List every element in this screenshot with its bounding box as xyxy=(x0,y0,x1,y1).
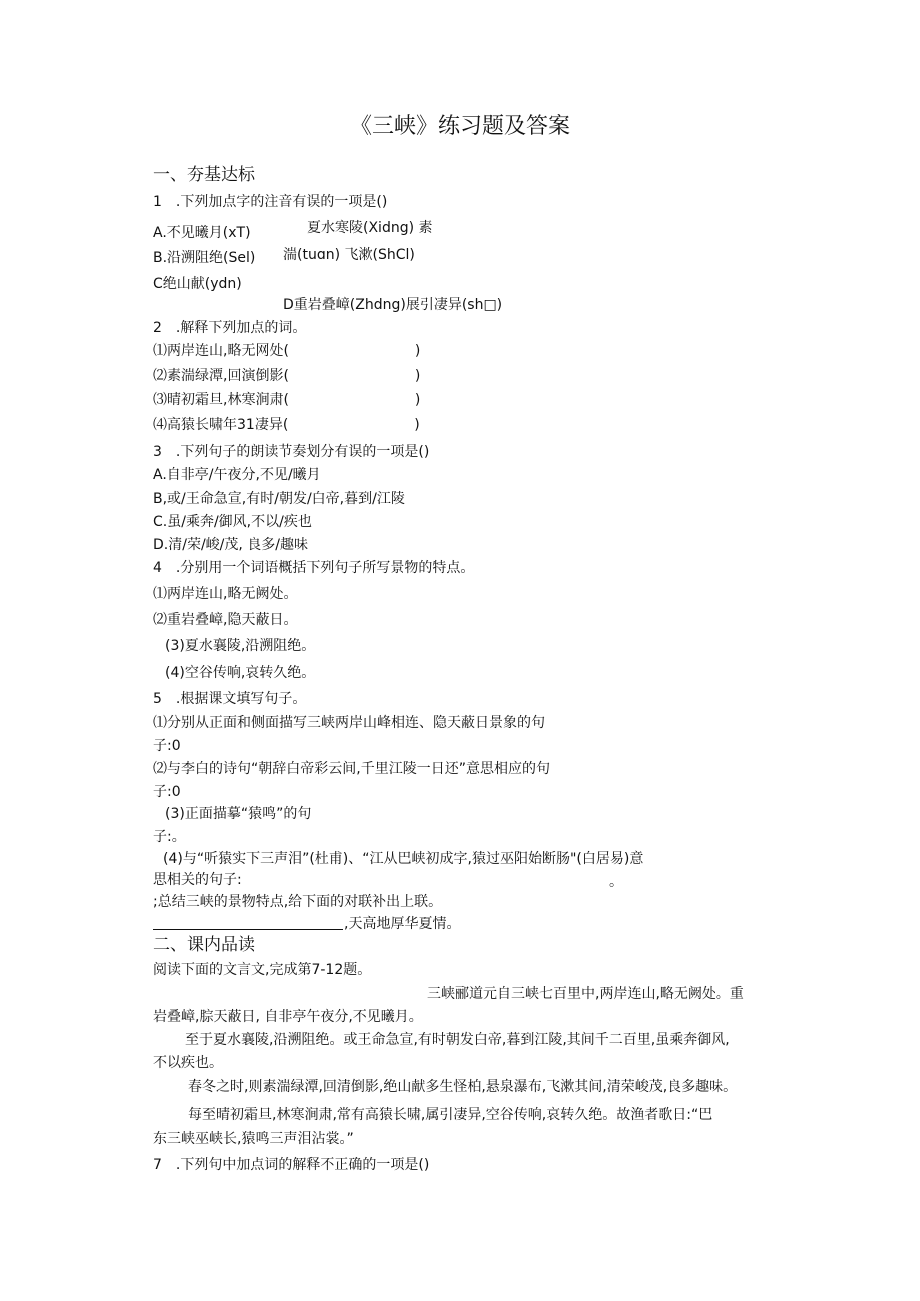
passage-line: 春冬之时,则素湍绿潭,回清倒影,绝山献多生怪柏,悬泉瀑布,飞漱其间,清荣峻茂,良多趣味。 xyxy=(188,1079,738,1095)
question-5-stem: 5 .根据课文填写句子。 xyxy=(153,691,307,707)
question-3-option: C.虽/乘奔/御风,不以/疾也 xyxy=(153,514,312,530)
section-heading-basic: 一、夯基达标 xyxy=(153,165,255,185)
passage-line: 不以疾也。 xyxy=(153,1055,223,1071)
question-4-item: (3)夏水襄陵,沿溯阻绝。 xyxy=(165,638,316,654)
question-5-sub-3: (3)正面描摹“猿鸣”的句 xyxy=(165,806,312,822)
passage-line: 岩叠嶂,腙天蔽日, 自非亭午夜分,不见曦月。 xyxy=(153,1009,423,1025)
question-1-option-b: B.沿溯阻绝(Sel) xyxy=(153,250,256,266)
question-2-stem: 2 .解释下列加点的词。 xyxy=(153,320,307,336)
section-heading-reading: 二、课内品读 xyxy=(153,935,255,955)
question-2-item: ⑷高猿长啸年31凄异( ) xyxy=(153,417,420,433)
passage-line: 三峡郦道元自三峡七百里中,两岸连山,略无阙处。重 xyxy=(427,986,744,1002)
question-5-sub-2-blank: 子:0 xyxy=(153,784,181,800)
answer-blank-line xyxy=(153,929,343,930)
question-5-sub-4-blank: 思相关的句子: xyxy=(153,872,242,888)
question-4-item: ⑴两岸连山,略无阙处。 xyxy=(153,586,298,602)
question-1-option-a-continued: 夏水寒陵(Xidng) 素 xyxy=(307,220,433,236)
question-1-option-d: D重岩叠嶂(Zhdng)展引凄异(sh□) xyxy=(283,297,503,313)
question-5-sub-2: ⑵与李白的诗句“朝辞白帝彩云间,千里江陵一日还”意思相应的句 xyxy=(153,761,550,777)
question-4-item: ⑵重岩叠嶂,隐天蔽日。 xyxy=(153,612,298,628)
question-4-stem: 4 .分别用一个词语概括下列句子所写景物的特点。 xyxy=(153,560,475,576)
question-7-stem: 7 .下列句中加点词的解释不正确的一项是() xyxy=(153,1157,430,1173)
question-2-item: ⑶晴初霜旦,林寒涧肃( ) xyxy=(153,392,421,408)
question-3-option: A.自非亭/午夜分,不见/曦月 xyxy=(153,467,321,483)
question-5-sub-1-blank: 子:0 xyxy=(153,738,181,754)
reading-intro: 阅读下面的文言文,完成第7-12题。 xyxy=(153,962,372,978)
page-title: 《三峡》练习题及答案 xyxy=(349,114,570,139)
question-2-item: ⑵素湍绿潭,回演倒影( ) xyxy=(153,368,421,384)
question-1-option-a: A.不见曦月(xT) xyxy=(153,225,251,241)
question-1-stem: 1 .下列加点字的注音有误的一项是() xyxy=(153,194,388,210)
passage-line: 至于夏水襄陵,沿溯阻绝。或王命急宣,有时朝发白帝,暮到江陵,其间千二百里,虽乘奔御风, xyxy=(185,1032,730,1048)
question-3-option: D.清/荣/峻/茂, 良多/趣味 xyxy=(153,537,308,553)
passage-line: 每至晴初霜旦,林寒涧肃,常有高猿长啸,属引凄异,空谷传响,哀转久绝。故渔者歌日:“巴 xyxy=(188,1107,713,1123)
question-4-item: (4)空谷传响,哀转久绝。 xyxy=(165,665,316,681)
question-6-couplet-tail: ,天高地厚华夏情。 xyxy=(344,916,461,932)
question-6-stem: ;总结三峡的景物特点,给下面的对联补出上联。 xyxy=(153,894,443,910)
question-5-sub-4: (4)与“听猿实下三声泪”(杜甫)、“江从巴峡初成字,猿过巫阳始断肠"(白居易)意 xyxy=(163,851,644,867)
question-2-item: ⑴两岸连山,略无网处( ) xyxy=(153,343,421,359)
question-1-option-c: C绝山献(ydn) xyxy=(153,276,242,292)
question-5-sub-1: ⑴分别从正面和侧面描写三峡两岸山峰相连、隐天蔽日景象的句 xyxy=(153,715,545,731)
question-3-stem: 3 .下列句子的朗读节奏划分有误的一项是() xyxy=(153,444,430,460)
question-1-option-b-continued: 湍(tuɑn) 飞漱(ShCl) xyxy=(283,247,415,263)
question-3-option: B,或/王命急宣,有时/朝发/白帝,暮到/江陵 xyxy=(153,491,405,507)
question-5-sub-4-end: 。 xyxy=(609,874,623,890)
passage-line: 东三峡巫峡长,猿鸣三声泪沾裳。” xyxy=(153,1131,354,1147)
question-5-sub-3-blank: 子:。 xyxy=(153,829,186,845)
